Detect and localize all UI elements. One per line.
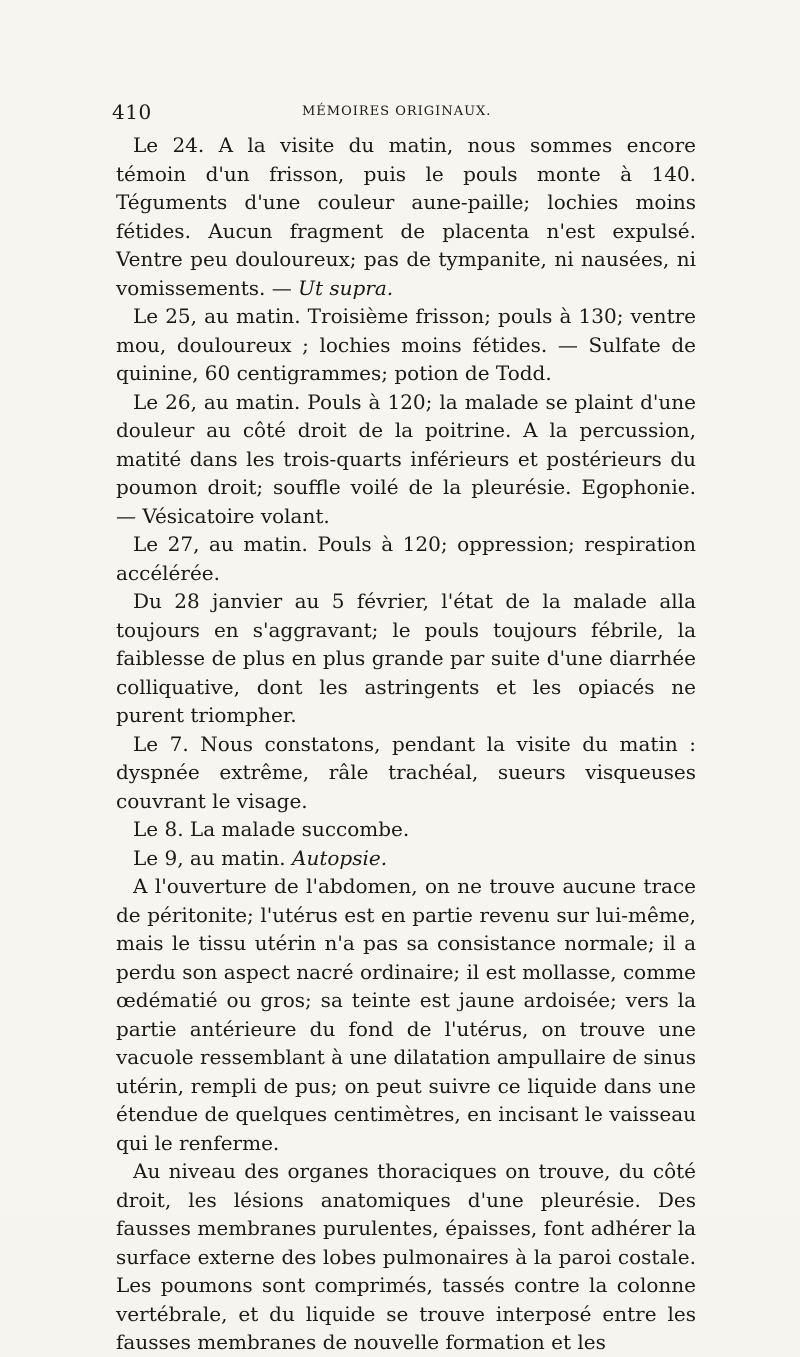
paragraph bbox=[116, 530, 696, 587]
paragraph-italic-text: Autopsie. bbox=[292, 845, 388, 870]
paragraph-text: Le 8. La malade succombe. bbox=[133, 817, 410, 841]
body-text bbox=[116, 131, 696, 1357]
paragraph-text: Le 26, au matin. Pouls à 120; la malade se plaint d'une douleur au côté droit de la poitrine. A la percussion, matité dans les trois-quarts inférieurs et postérieurs du poumon droit; souffle voilé de la pleurésie. Egophonie. — Vésicatoire volant. bbox=[116, 389, 696, 528]
paragraph bbox=[116, 872, 696, 1157]
paragraph-text: A l'ouverture de l'abdomen, on ne trouve aucune trace de péritonite; l'utérus est en partie revenu sur lui-même, mais le tissu utérin n'a pas sa consistance normale; il a perdu son aspect nacré ordinaire; il est mollasse, comme œdématié ou gros; sa teinte est jaune ardoisée; vers la partie antérieure du fond de l'utérus, on trouve une vacuole ressemblant à une dilatation ampullaire de sinus utérin, rempli de pus; on peut suivre ce liquide dans une étendue de quelques centimètres, en incisant le vaisseau qui le renferme. bbox=[116, 874, 696, 1155]
paragraph bbox=[116, 844, 696, 873]
paragraph bbox=[116, 730, 696, 816]
paragraph-text: Le 25, au matin. Troisième frisson; pouls à 130; ventre mou, douloureux ; lochies moins fétides. — Sulfate de quinine, 60 centigrammes; potion de Todd. bbox=[116, 304, 696, 385]
paragraph bbox=[116, 388, 696, 531]
paragraph bbox=[116, 815, 696, 844]
page-header bbox=[112, 100, 692, 124]
paragraph-text: Le 9, au matin. bbox=[133, 845, 292, 870]
paragraph bbox=[116, 131, 696, 302]
paragraph-text: Le 7. Nous constatons, pendant la visite du matin : dyspnée extrême, râle trachéal, sueurs visqueuses couvrant le visage. bbox=[116, 731, 696, 813]
paragraph-text: Du 28 janvier au 5 février, l'état de la malade alla toujours en s'aggravant; le pouls toujours fébrile, la faiblesse de plus en plus grande par suite d'une diarrhée colliquative, dont les astringents et les opiacés ne purent triompher. bbox=[116, 589, 696, 727]
paragraph bbox=[116, 1157, 696, 1357]
paragraph bbox=[116, 302, 696, 388]
paragraph-text: Le 27, au matin. Pouls à 120; oppression; respiration accélérée. bbox=[116, 532, 696, 585]
paragraph-text: Au niveau des organes thoraciques on trouve, du côté droit, les lésions anatomiques d'une pleurésie. Des fausses membranes purulentes, épaisses, font adhérer la surface externe des lobes pulmonaires à la paroi costale. Les poumons sont comprimés, tassés contre la colonne vertébrale, et du liquide se trouve interposé entre les fausses membranes de nouvelle formation et les bbox=[116, 1159, 696, 1354]
paragraph bbox=[116, 587, 696, 730]
page-number: 410 bbox=[112, 100, 152, 124]
paragraph-italic-text: Ut supra. bbox=[298, 275, 394, 300]
running-title: MÉMOIRES ORIGINAUX. bbox=[302, 104, 492, 119]
paragraph-text: Le 24. A la visite du matin, nous sommes encore témoin d'un frisson, puis le pouls monte à 140. Téguments d'une couleur aune-paille; lochies moins fétides. Aucun fragment de placenta n'est expulsé. Ventre peu douloureux; pas de tympanite, ni nausées, ni vomissements. — bbox=[116, 133, 696, 300]
